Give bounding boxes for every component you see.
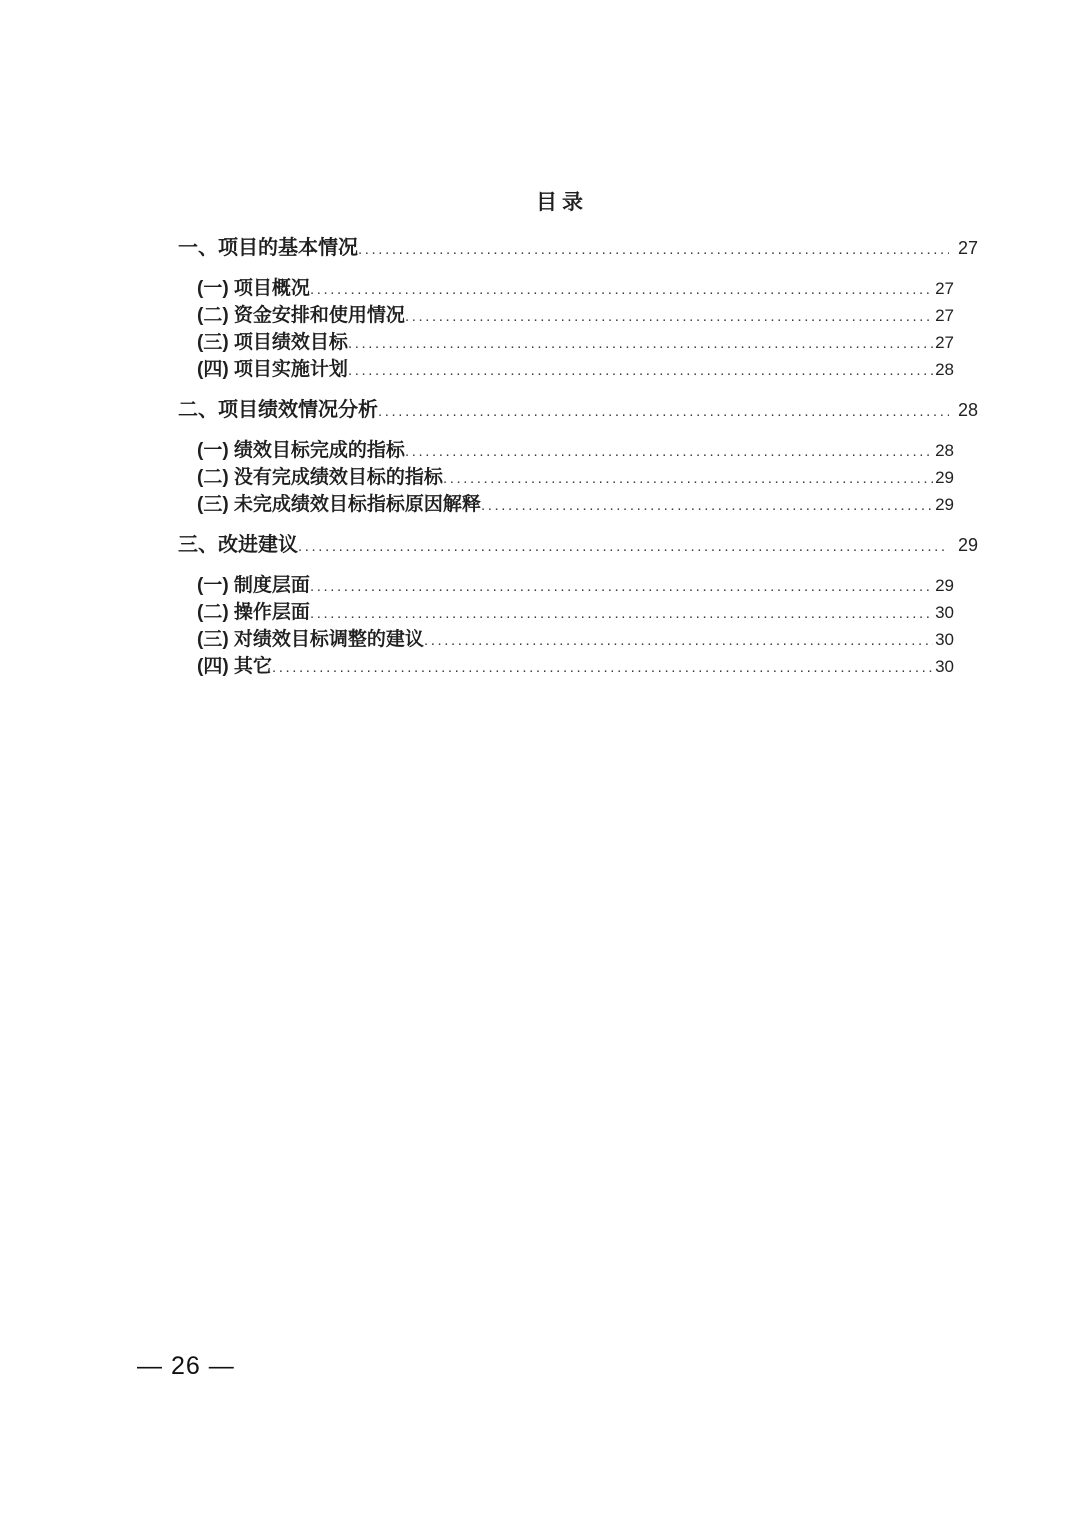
toc-entry-page: 27 xyxy=(935,279,954,298)
dotted-leader xyxy=(481,492,933,519)
toc-entry-page: 28 xyxy=(935,441,954,460)
dotted-leader xyxy=(348,330,933,357)
toc-entry-page: 30 xyxy=(935,603,954,622)
toc-entry[interactable] xyxy=(178,532,978,559)
toc-entry-page: 29 xyxy=(935,495,954,514)
toc-entry[interactable] xyxy=(197,275,954,302)
dotted-leader xyxy=(358,236,949,263)
toc-entry-label: 三、改进建议 xyxy=(178,534,298,556)
dotted-leader xyxy=(405,303,933,330)
toc-entry-label: (四) 其它 xyxy=(197,656,272,677)
dotted-leader xyxy=(443,465,933,492)
toc-entry[interactable] xyxy=(197,329,954,356)
dotted-leader xyxy=(310,600,933,627)
dotted-leader xyxy=(424,627,933,654)
toc-entry-page: 29 xyxy=(957,535,978,555)
toc-entry-label: (三) 对绩效目标调整的建议 xyxy=(197,629,424,650)
toc-entry[interactable] xyxy=(197,626,954,653)
dotted-leader xyxy=(272,654,933,681)
page-title: 目录 xyxy=(536,191,588,214)
toc-entry[interactable] xyxy=(197,572,954,599)
toc-entry-page: 27 xyxy=(935,333,954,352)
toc-entry[interactable] xyxy=(197,599,954,626)
toc-entry[interactable] xyxy=(197,356,954,383)
toc-entry-page: 27 xyxy=(935,306,954,325)
footer-page-number: — 26 — xyxy=(137,1352,235,1380)
toc-entry[interactable] xyxy=(178,397,978,424)
dotted-leader xyxy=(405,438,933,465)
toc-entry-label: (一) 制度层面 xyxy=(197,575,310,596)
toc-entry-label: (二) 没有完成绩效目标的指标 xyxy=(197,467,443,488)
toc-entry-label: 二、项目绩效情况分析 xyxy=(178,399,378,421)
toc-entry-page: 28 xyxy=(957,400,978,420)
toc-entry-page: 29 xyxy=(935,576,954,595)
toc-entry[interactable] xyxy=(178,235,978,262)
toc-entry-label: (一) 绩效目标完成的指标 xyxy=(197,440,405,461)
dotted-leader xyxy=(348,357,933,384)
toc-entry-label: (二) 操作层面 xyxy=(197,602,310,623)
dotted-leader xyxy=(310,573,933,600)
toc-entry-page: 29 xyxy=(935,468,954,487)
dotted-leader xyxy=(310,276,933,303)
toc-entry-label: (四) 项目实施计划 xyxy=(197,359,348,380)
toc-entry-label: 一、项目的基本情况 xyxy=(178,237,358,259)
table-of-contents xyxy=(0,221,1074,680)
toc-entry[interactable] xyxy=(197,491,954,518)
toc-entry-label: (三) 未完成绩效目标指标原因解释 xyxy=(197,494,481,515)
toc-entry[interactable] xyxy=(197,653,954,680)
dotted-leader xyxy=(378,398,949,425)
toc-entry-page: 30 xyxy=(935,630,954,649)
toc-entry-label: (二) 资金安排和使用情况 xyxy=(197,305,405,326)
toc-entry-page: 28 xyxy=(935,360,954,379)
toc-entry[interactable] xyxy=(197,437,954,464)
toc-entry[interactable] xyxy=(197,464,954,491)
toc-entry-page: 30 xyxy=(935,657,954,676)
toc-entry-label: (一) 项目概况 xyxy=(197,278,310,299)
toc-entry[interactable] xyxy=(197,302,954,329)
toc-entry-label: (三) 项目绩效目标 xyxy=(197,332,348,353)
dotted-leader xyxy=(298,533,949,560)
toc-entry-page: 27 xyxy=(957,238,978,258)
